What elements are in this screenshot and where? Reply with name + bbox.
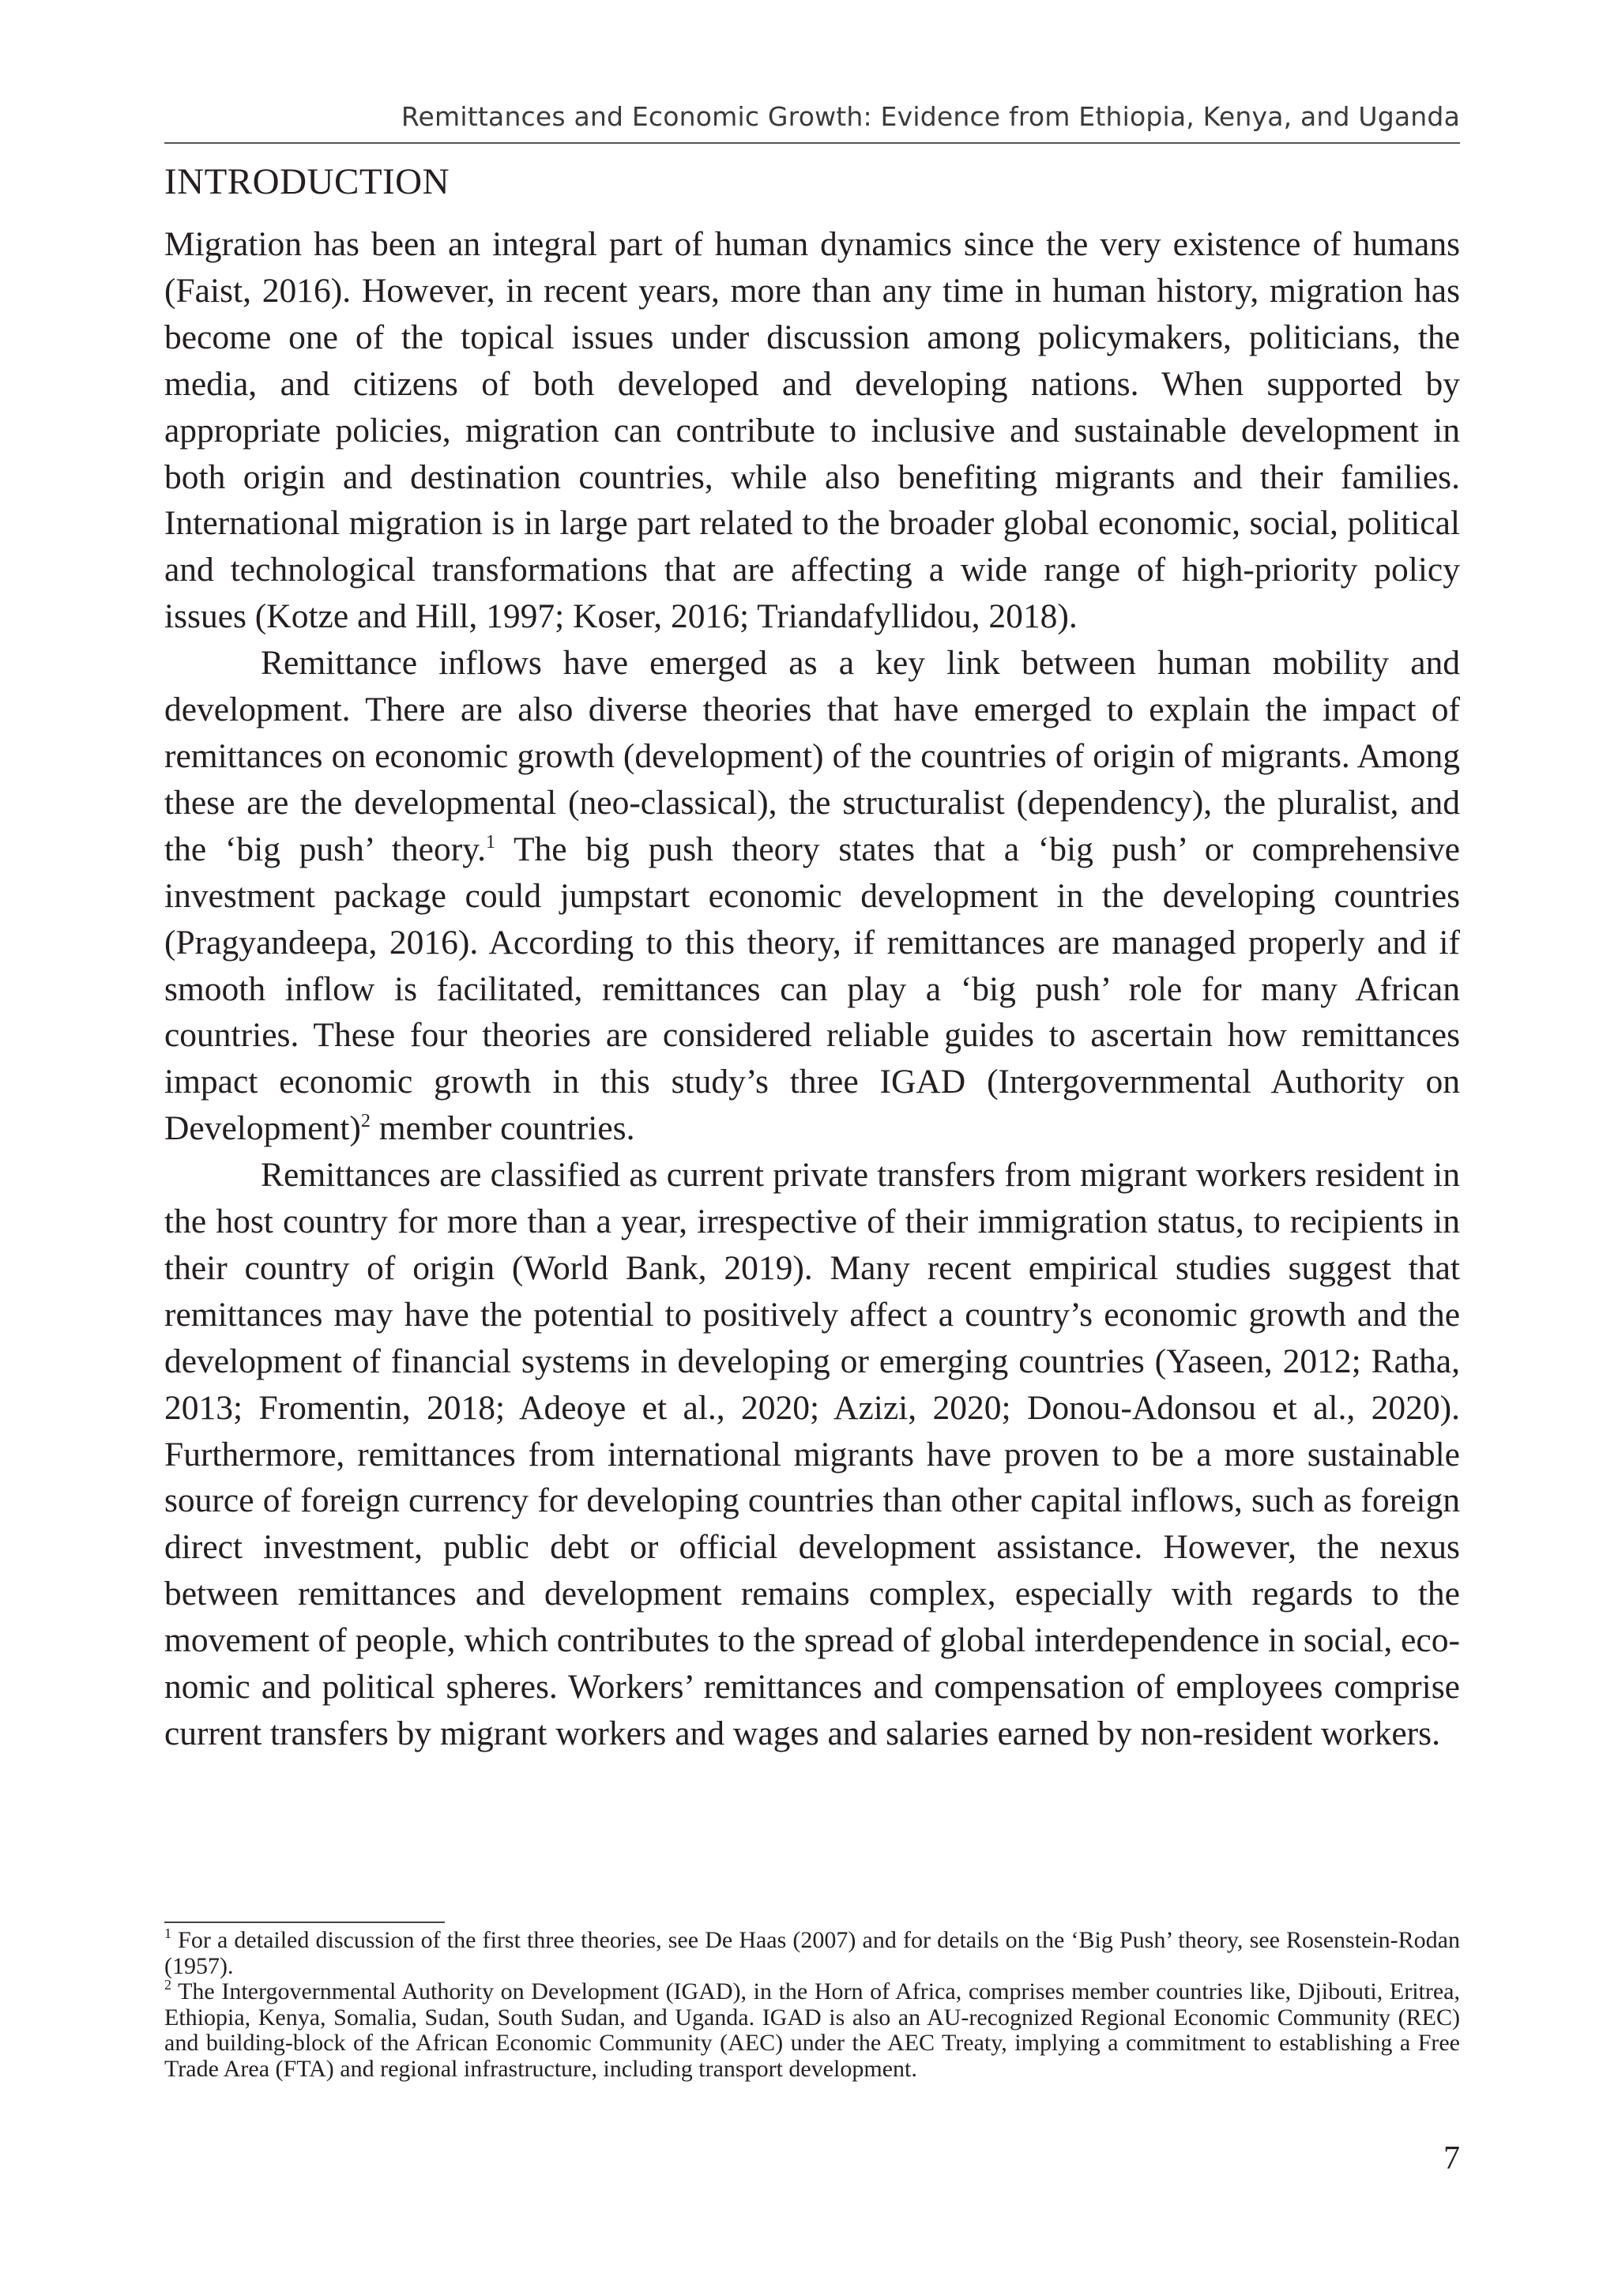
paragraph <box>164 640 1460 1152</box>
footnote <box>164 1979 1460 2082</box>
footnote-rule <box>164 1921 445 1923</box>
footnotes <box>164 1925 1460 2082</box>
footnote-marker: 2 <box>164 1977 171 1993</box>
footnote-text: The Intergovernmental Authority on Development (IGAD), in the Horn of Africa, comprises member countries like, Djibouti, Eritrea, Ethiopia, Kenya, Somalia, Sudan, South Sudan, and Uganda. IGAD is also an AU-recognized Regional Economic Community (REC) and building-block of the African Economic Community (AEC) under the AEC Treaty, implying a commitment to establishing a Free Trade Area (FTA) and regional infrastructure, including transport development. <box>164 1978 1460 2082</box>
body-text <box>164 221 1460 1757</box>
paragraph: Remittances are classified as current private transfers from migrant workers resident in the host country for more than a year, irrespective of their immigration status, to recipients in their country of origin (World Bank, 2019). Many recent empirical studies suggest that remittances may have the potential to positively affect a country’s economic growth and the development of financial systems in developing or emerging countries (Yaseen, 2012; Ratha, 2013; Fromentin, 2018; Adeoye et al., 2020; Azizi, 2020; Donou-Adonsou et al., 2020). Furthermore, remittances from international migrants have proven to be a more sustainable source of foreign currency for developing countries than other capital inflows, such as foreign direct investment, public debt or official development assistance. However, the nexus between remittances and development remains complex, especially with regards to the movement of people, which contributes to the spread of global interdependence in social, economic and political spheres. Workers’ remittances and compensation of employees comprise current transfers by migrant workers and wages and salaries earned by non-resident workers. <box>164 1156 1460 1752</box>
footnote <box>164 1925 1460 1979</box>
footnote-reference[interactable]: 1 <box>486 831 496 853</box>
page-number: 7 <box>1443 2140 1460 2177</box>
section-heading: INTRODUCTION <box>164 161 450 202</box>
footnote-text: For a detailed discussion of the first three theories, see De Haas (2007) and for details on the ‘Big Push’ theory, see Rosenstein-Rodan (1957). <box>164 1927 1460 1979</box>
header-rule <box>164 142 1460 144</box>
paragraph: Migration has been an integral part of human dynamics since the very existence of humans (Faist, 2016). However, in recent years, more than any time in human history, migration has become one of the topical issues under discussion among policymakers, politicians, the media, and citizens of both developed and developing nations. When supported by appropriate policies, migration can contribute to inclusive and sustainable development in both origin and destination countries, while also benefiting migrants and their families. International migration is in large part related to the broader global economic, social, political and technological transformations that are affecting a wide range of high-priority policy issues (Kotze and Hill, 1997; Koser, 2016; Triandafyllidou, 2018). <box>164 225 1460 636</box>
running-head: Remittances and Economic Growth: Evidence from Ethiopia, Kenya, and Uganda <box>401 101 1460 132</box>
footnote-marker: 1 <box>164 1925 171 1941</box>
footnote-reference[interactable]: 2 <box>360 1111 371 1132</box>
paragraph-text: The big push theory states that a ‘big push’ or comprehensive investment package could jumpstart economic development in the developing countries (Pragyandeepa, 2016). According to this theory, if remittances are managed properly and if smooth inflow is facilitated, remittances can play a ‘big push’ role for many African countries. These four theories are considered reliable guides to ascertain how remittances impact economic growth in this study’s three IGAD (Intergovernmental Authority on Development) <box>164 830 1460 1148</box>
paragraph-text: member countries. <box>370 1109 635 1148</box>
paragraph-text: Remittance inflows have emerged as a key link between human mobility and development. There are also diverse theories that have emerged to explain the impact of remittances on economic growth (development) of the countries of origin of migrants. Among these are the developmental (neo-classical), the structuralist (dependency), the pluralist, and the ‘big push’ theory. <box>164 644 1460 868</box>
